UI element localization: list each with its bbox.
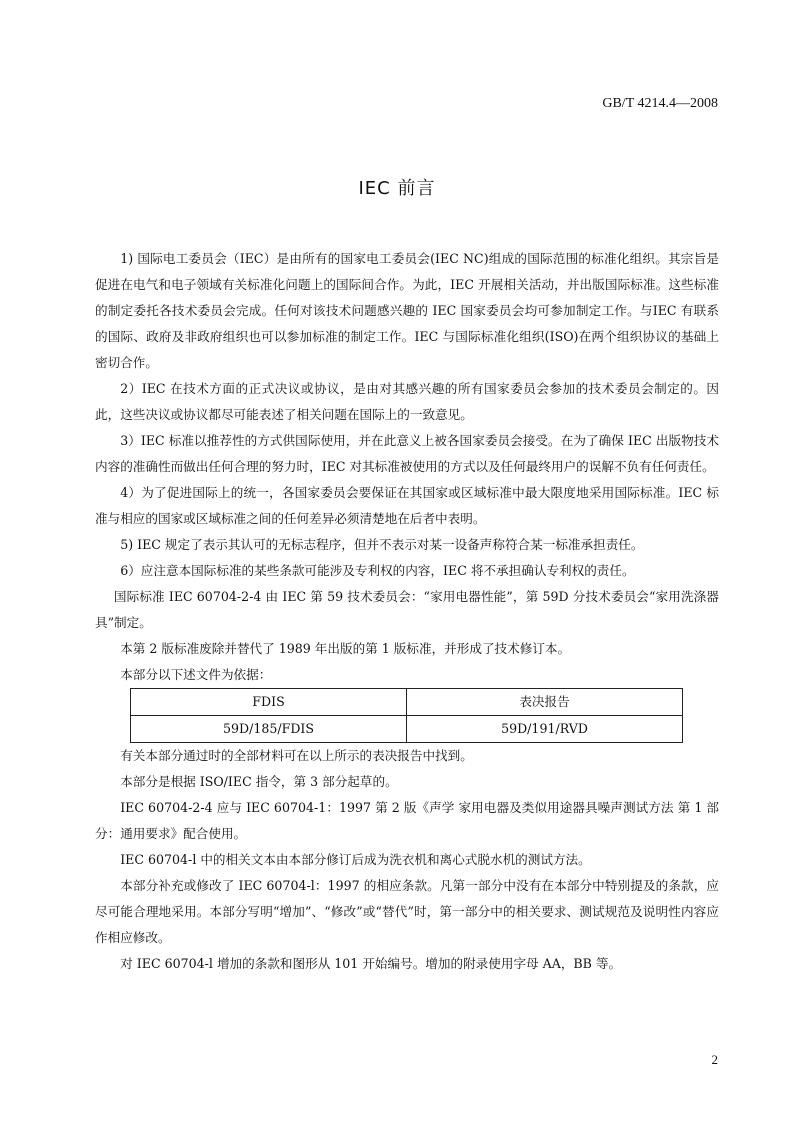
- page-title: IEC 前言: [358, 178, 436, 199]
- paragraph-15: 对 IEC 60704-l 增加的条款和图形从 101 开始编号。增加的附录使用字母 AA，BB 等。: [120, 956, 622, 971]
- paragraph-5: 5) IEC 规定了表示其认可的无标志程序，但并不表示对某一设备声称符合某一标准承担责任。: [120, 537, 644, 552]
- page-number: 2: [711, 1052, 718, 1067]
- paragraph-9: 本部分以下述文件为依据：: [120, 667, 272, 682]
- table-cell-report: 59D/191/RVD: [407, 716, 683, 743]
- paragraph-11: 本部分是根据 ISO/IEC 指令，第 3 部分起草的。: [120, 774, 398, 789]
- paragraph-12: IEC 60704-2-4 应与 IEC 60704-1：1997 第 2 版《声学 家用电器及类似用途器具噪声测试方法 第 1 部分：通用要求》配合使用。: [95, 800, 719, 841]
- standard-code: GB/T 4214.4—2008: [602, 96, 718, 111]
- voting-table: [130, 688, 683, 743]
- table-header-fdis: FDIS: [131, 689, 407, 716]
- table-cell-fdis: 59D/185/FDIS: [131, 716, 407, 743]
- paragraph-14: 本部分补充或修改了 IEC 60704-l：1997 的相应条款。凡第一部分中没有在本部分中特别提及的条款，应尽可能合理地采用。本部分写明“增加”、“修改”或“替代”时，第一部分中的相关要求、测试规范及说明性内容应作相应修改。: [95, 878, 719, 945]
- table-row: [131, 716, 683, 743]
- document-body: [95, 246, 719, 977]
- table-header-row: [131, 689, 683, 716]
- paragraph-3: 3）IEC 标准以推荐性的方式供国际使用，并在此意义上被各国家委员会接受。在为了确保 IEC 出版物技术内容的准确性而做出任何合理的努力时，IEC 对其标准被使用的方式以及任何最终用户的误解不负有任何责任。: [95, 433, 719, 474]
- paragraph-1: 1) 国际电工委员会（IEC）是由所有的国家电工委员会(IEC NC)组成的国际范围的标准化组织。其宗旨是促进在电气和电子领域有关标准化问题上的国际间合作。为此，IEC 开展相关活动，并出版国际标准。这些标准的制定委托各技术委员会完成。任何对该技术问题感兴趣的 IEC 国家委员会均可参加制定工作。与IEC 有联系的国际、政府及非政府组织也可以参加标准的制定工作。IEC 与国际标准化组织(ISO)在两个组织协议的基础上密切合作。: [95, 251, 719, 370]
- paragraph-8: 本第 2 版标准废除并替代了 1989 年出版的第 1 版标准，并形成了技术修订本。: [120, 641, 571, 656]
- paragraph-6: 6）应注意本国际标准的某些条款可能涉及专利权的内容，IEC 将不承担确认专利权的责任。: [120, 563, 635, 578]
- paragraph-7: 国际标准 IEC 60704-2-4 由 IEC 第 59 技术委员会：“家用电器性能”，第 59D 分技术委员会“家用洗涤器具”制定。: [95, 589, 719, 630]
- paragraph-4: 4）为了促进国际上的统一，各国家委员会要保证在其国家或区域标准中最大限度地采用国际标准。IEC 标准与相应的国家或区域标准之间的任何差异必须清楚地在后者中表明。: [95, 485, 719, 526]
- table-header-report: 表决报告: [407, 689, 683, 716]
- paragraph-2: 2）IEC 在技术方面的正式决议或协议，是由对其感兴趣的所有国家委员会参加的技术委员会制定的。因此，这些决议或协议都尽可能表述了相关问题在国际上的一致意见。: [95, 381, 719, 422]
- paragraph-10: 有关本部分通过时的全部材料可在以上所示的表决报告中找到。: [120, 748, 473, 763]
- paragraph-13: IEC 60704-l 中的相关文本由本部分修订后成为洗衣机和离心式脱水机的测试方法。: [120, 852, 591, 867]
